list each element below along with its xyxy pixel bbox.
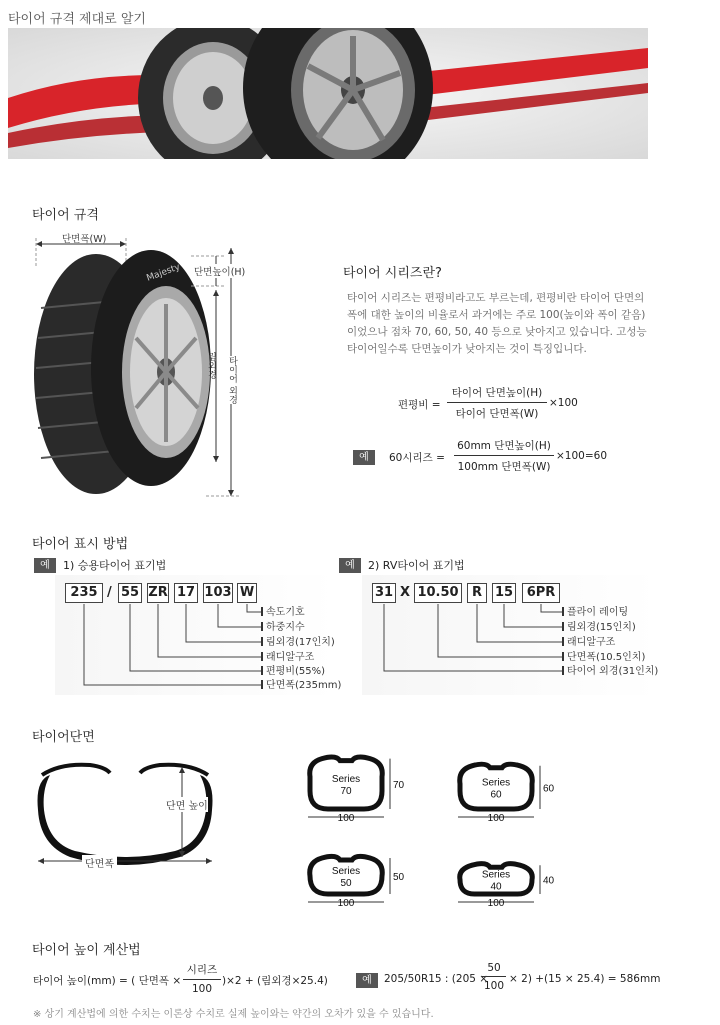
legend-rim-diameter: 림외경(17인치) bbox=[261, 637, 335, 649]
calc-formula-suffix: )×2 + (림외경×25.4) bbox=[222, 975, 328, 987]
series-40-number: 40 bbox=[490, 881, 502, 893]
sidewall-brand: Majesty bbox=[145, 262, 182, 284]
rv-code-x: X bbox=[400, 585, 411, 600]
passenger-title: 1) 승용타이어 표기법 bbox=[63, 559, 167, 572]
legend-section-width: 단면폭(235mm) bbox=[261, 680, 341, 692]
rim-label: 림외경 bbox=[206, 352, 216, 379]
cross-height-label: 단면 높이 bbox=[166, 797, 208, 812]
code-aspect-ratio: 55 bbox=[118, 583, 142, 603]
rv-legend-section-width: 단면폭(10.5인치) bbox=[562, 652, 645, 664]
example-badge: 예 bbox=[353, 450, 375, 465]
aspect-formula-fraction bbox=[447, 385, 547, 421]
rv-code-radial: R bbox=[467, 583, 487, 603]
series-60-number: 60 bbox=[490, 789, 502, 801]
aspect-formula-suffix: ×100 bbox=[549, 397, 578, 409]
rv-marking bbox=[362, 575, 658, 695]
cross-width-label: 단면폭 bbox=[82, 855, 117, 870]
hero-banner bbox=[8, 28, 648, 159]
series-comparison bbox=[300, 745, 680, 910]
example-fraction bbox=[454, 438, 554, 474]
calc-formula-numerator: 시리즈 bbox=[183, 962, 221, 980]
calc-example-fraction bbox=[482, 962, 506, 992]
rv-code-section-width: 10.50 bbox=[414, 583, 462, 603]
series-70-word: Series bbox=[331, 773, 361, 785]
outer-diameter-label: 타이어 외경 bbox=[227, 356, 237, 404]
series-shapes bbox=[300, 745, 680, 910]
series-50-width-value: 100 bbox=[337, 898, 355, 909]
passenger-marking bbox=[55, 575, 342, 695]
calc-example-denominator: 100 bbox=[483, 980, 505, 992]
tire-spec-diagram bbox=[26, 228, 252, 504]
rv-legend-outer-diameter: 타이어 외경(31인치) bbox=[562, 666, 658, 678]
rv-badge: 예 bbox=[339, 558, 361, 573]
series-60-width-value: 100 bbox=[487, 813, 505, 824]
series-50-height-value: 50 bbox=[393, 872, 405, 883]
series-50-word: Series bbox=[331, 866, 361, 877]
code-rim-diameter: 17 bbox=[174, 583, 198, 603]
spec-section-title: 타이어 규격 bbox=[32, 208, 99, 223]
series-description: 타이어 시리즈는 편평비라고도 부르는데, 편평비란 타이어 단면의 폭에 대한 높이의 비율로서 과거에는 주로 100(높이와 폭이 같음)이었으나 점차 70, 60, 50, 40 등으로 낮아지고 있습니다. 고성능 타이어일수록 단면높이가 낮아지는 것이 특징입니다. bbox=[347, 292, 647, 355]
cross-section-title: 타이어단면 bbox=[32, 730, 95, 745]
series-40-height-value: 40 bbox=[543, 875, 555, 887]
example-suffix: ×100=60 bbox=[556, 450, 607, 462]
rv-legend-ply-rating: 플라이 레이팅 bbox=[562, 607, 628, 619]
passenger-badge: 예 bbox=[34, 558, 56, 573]
rv-legend-rim-diameter: 림외경(15인치) bbox=[562, 622, 636, 634]
width-label: 단면폭(W) bbox=[62, 234, 107, 245]
legend-speed-symbol: 속도기호 bbox=[261, 607, 305, 619]
large-cross-section bbox=[30, 745, 220, 875]
rv-legend-radial: 래디알구조 bbox=[562, 637, 615, 649]
series-70-number: 70 bbox=[340, 785, 352, 797]
series-70-height-value: 70 bbox=[393, 779, 405, 791]
code-speed-symbol: W bbox=[237, 583, 257, 603]
series-70-width-value: 100 bbox=[337, 813, 355, 824]
aspect-formula-numerator: 타이어 단면높이(H) bbox=[447, 385, 547, 403]
series-40-width-value: 100 bbox=[487, 898, 505, 909]
banner-tire-illustration bbox=[8, 28, 648, 159]
series-section-title: 타이어 시리즈란? bbox=[343, 266, 442, 281]
height-label: 단면높이(H) bbox=[194, 264, 245, 278]
series-50-number: 50 bbox=[340, 878, 352, 889]
aspect-formula-denominator: 타이어 단면폭(W) bbox=[455, 408, 539, 420]
page-title: 타이어 규격 제대로 알기 bbox=[8, 12, 146, 27]
rv-title: 2) RV타이어 표기법 bbox=[368, 559, 465, 572]
marking-section-title: 타이어 표시 방법 bbox=[32, 537, 129, 552]
code-section-width: 235 bbox=[65, 583, 103, 603]
rv-code-ply-rating: 6PR bbox=[522, 583, 560, 603]
calc-formula-prefix: 타이어 높이(mm) = ( 단면폭 × bbox=[33, 975, 182, 987]
legend-radial: 래디알구조 bbox=[261, 652, 314, 664]
aspect-formula-label: 편평비 = bbox=[398, 399, 441, 411]
calc-example-badge: 예 bbox=[356, 973, 378, 988]
calc-formula-denominator: 100 bbox=[191, 983, 213, 995]
example-denominator: 100mm 단면폭(W) bbox=[457, 461, 551, 473]
example-label: 60시리즈 = bbox=[389, 452, 445, 464]
calc-example-numerator: 50 bbox=[482, 962, 506, 977]
series-40-word: Series bbox=[481, 869, 511, 881]
calc-example-suffix: × 2) +(15 × 25.4) = 586mm bbox=[509, 973, 661, 985]
calc-example-prefix: 205/50R15 : (205 × bbox=[384, 973, 489, 985]
calc-section-title: 타이어 높이 계산법 bbox=[32, 943, 141, 958]
series-60-word: Series bbox=[481, 777, 511, 789]
code-construction: ZR bbox=[147, 583, 169, 603]
rv-code-rim-diameter: 15 bbox=[492, 583, 516, 603]
calc-note: ※ 상기 계산법에 의한 수치는 이론상 수치로 실제 높이와는 약간의 오차가 있을 수 있습니다. bbox=[33, 1009, 434, 1020]
legend-load-index: 하중지수 bbox=[261, 622, 305, 634]
code-slash: / bbox=[107, 585, 112, 600]
legend-aspect-ratio: 편평비(55%) bbox=[261, 666, 325, 678]
series-60-height-value: 60 bbox=[543, 783, 555, 795]
example-numerator: 60mm 단면높이(H) bbox=[454, 438, 554, 456]
code-load-index: 103 bbox=[203, 583, 233, 603]
rv-code-outer-diameter: 31 bbox=[372, 583, 396, 603]
calc-formula-fraction bbox=[183, 962, 221, 995]
